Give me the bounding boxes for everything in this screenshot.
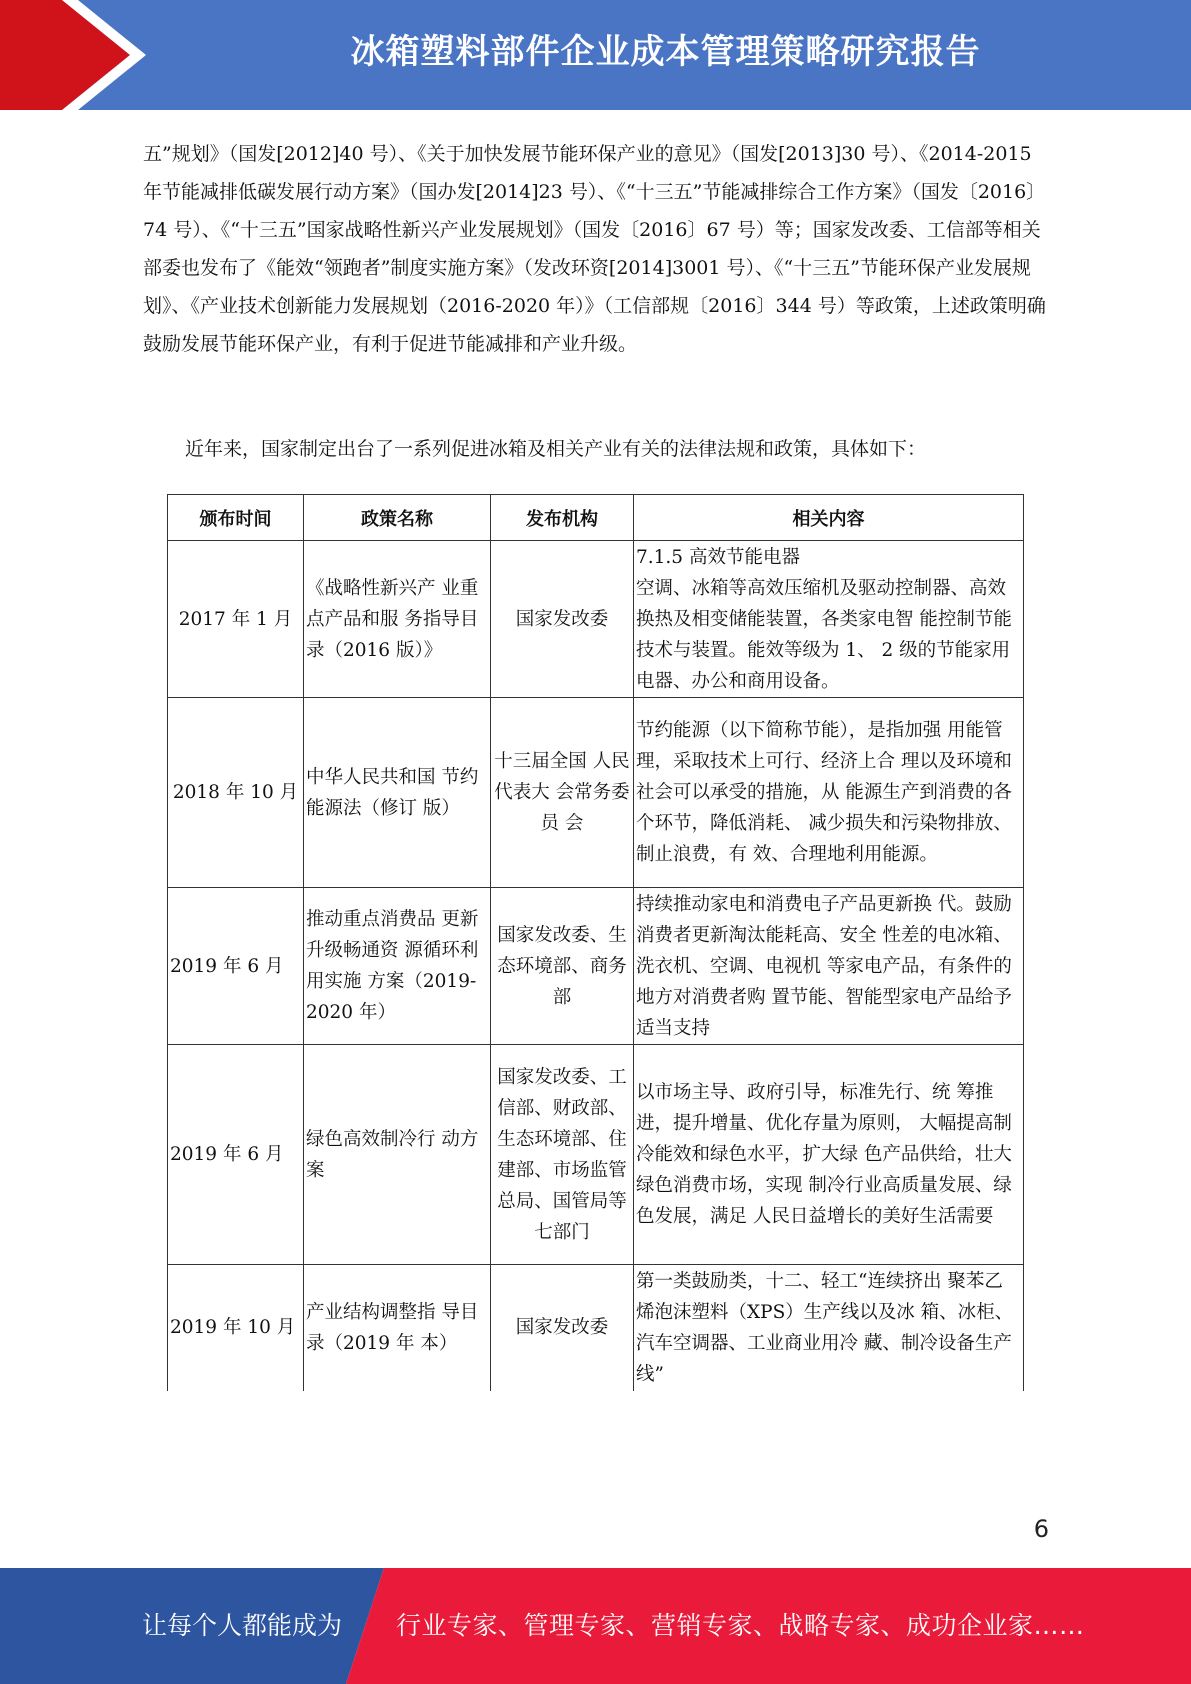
row-policy-name: 推动重点消费品 更新升级畅通资 源循环利用实施 方案（2019-2020 年） [304,888,491,1045]
table-header-row [168,495,1024,541]
table-row [168,1265,1024,1391]
row-date: 2019 年 10 月 [168,1265,304,1391]
row-issuer: 国家发改委 [491,541,634,698]
header-content: 相关内容 [634,495,1024,541]
page-footer [0,1568,1191,1684]
header-date: 颁布时间 [168,495,304,541]
row-content: 7.1.5 高效节能电器 空调、冰箱等高效压缩机及驱动控制器、高效换热及相变储能装置，各类家电智 能控制节能技术与装置。能效等级为 1、 2 级的节能家用电器、办公和商用设备。 [634,541,1024,698]
row-content: 节约能源（以下简称节能），是指加强 用能管理，采取技术上可行、经济上合 理以及环境和社会可以承受的措施，从 能源生产到消费的各个环节，降低消耗、 减少损失和污染物排放、制止浪费，有 效、合理地利用能源。 [634,698,1024,888]
row-issuer: 十三届全国 人民代表大 会常务委员 会 [491,698,634,888]
row-policy-name: 《战略性新兴产 业重点产品和服 务指导目录（2016 版）》 [304,541,491,698]
row-policy-name: 中华人民共和国 节约能源法（修订 版） [304,698,491,888]
footer-slogan-right: 行业专家、管理专家、营销专家、战略专家、成功企业家…… [396,1611,1085,1640]
header-arrow-decoration [0,0,150,110]
page-number: 6 [1033,1515,1049,1543]
row-issuer: 国家发改委 [491,1265,634,1391]
row-date: 2019 年 6 月 [168,1045,304,1265]
policy-table [167,494,1024,1391]
header-issuer: 发布机构 [491,495,634,541]
table-row [168,541,1024,698]
row-date: 2019 年 6 月 [168,888,304,1045]
row-policy-name: 绿色高效制冷行 动方案 [304,1045,491,1265]
footer-slogan-left: 让每个人都能成为 [142,1611,343,1640]
row-content: 第一类鼓励类，十二、轻工“连续挤出 聚苯乙烯泡沫塑料（XPS）生产线以及冰 箱、冰柜、汽车空调器、工业商业用冷 藏、制冷设备生产线” [634,1265,1024,1391]
page-header [0,0,1191,110]
row-issuer: 国家发改委、工信部、财政部、生态环境部、住建部、市场监管总局、国管局等七部门 [491,1045,634,1265]
table-row [168,888,1024,1045]
row-policy-name: 产业结构调整指 导目录（2019 年 本） [304,1265,491,1391]
report-title: 冰箱塑料部件企业成本管理策略研究报告 [350,32,981,72]
table-row [168,1045,1024,1265]
header-policy-name: 政策名称 [304,495,491,541]
row-content: 以市场主导、政府引导，标准先行、统 筹推进，提升增量、优化存量为原则， 大幅提高制冷能效和绿色水平，扩大绿 色产品供给，壮大绿色消费市场，实现 制冷行业高质量发展、绿色发展，满足 人民日益增长的美好生活需要 [634,1045,1024,1265]
row-content: 持续推动家电和消费电子产品更新换 代。鼓励消费者更新淘汰能耗高、安全 性差的电冰箱、洗衣机、空调、电视机 等家电产品，有条件的地方对消费者购 置节能、智能型家电产品给予适当支持 [634,888,1024,1045]
row-issuer: 国家发改委、生态环境部、商务部 [491,888,634,1045]
intro-paragraph: 五”规划》（国发[2012]40 号）、《关于加快发展节能环保产业的意见》（国发[2013]30 号）、《2014-2015 年节能减排低碳发展行动方案》（国办发[2014]23 号）、《“十三五”节能减排综合工作方案》（国发〔2016〕74 号）、《“十三五”国家战略性新兴产业发展规划》（国发〔2016〕67 号）等；国家发改委、工信部等相关部委也发布了《能效“领跑者”制度实施方案》（发改环资[2014]3001 号）、《“十三五”节能环保产业发展规划》、《产业技术创新能力发展规划（2016-2020 年）》（工信部规〔2016〕344 号）等政策，上述政策明确鼓励发展节能环保产业，有利于促进节能减排和产业升级。 [143,143,1046,355]
row-date: 2017 年 1 月 [168,541,304,698]
table-lead-paragraph: 近年来，国家制定出台了一系列促进冰箱及相关产业有关的法律法规和政策，具体如下： [185,438,927,460]
row-date: 2018 年 10 月 [168,698,304,888]
table-row [168,698,1024,888]
